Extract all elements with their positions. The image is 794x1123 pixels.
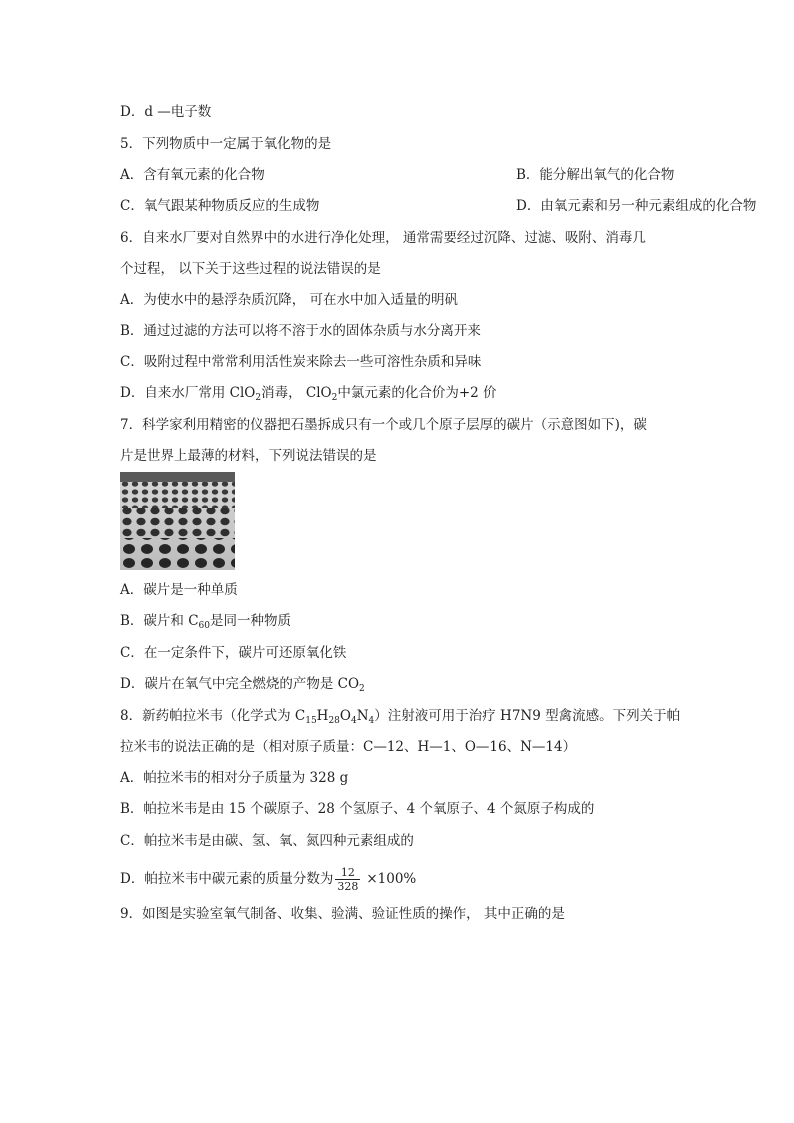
question-8-option-c: C．帕拉米韦是由碳、氢、氧、氮四种元素组成的 xyxy=(120,833,414,849)
question-4-option-d: D．d —电子数 xyxy=(120,104,212,120)
text: 是同一种物质 xyxy=(210,613,291,629)
text: 中氯元素的化合价为+2 价 xyxy=(337,385,497,401)
text: B．碳片和 C xyxy=(120,613,199,629)
text: D．自来水厂常用 ClO xyxy=(120,385,256,401)
subscript: 4 xyxy=(368,716,375,726)
fraction xyxy=(335,866,360,893)
question-5-option-d: D．由氧元素和另一种元素组成的化合物 xyxy=(516,198,757,214)
text: O xyxy=(339,708,351,724)
subscript: 60 xyxy=(198,621,210,631)
text: 消毒， ClO xyxy=(261,385,332,401)
question-6-stem-line2: 个过程， 以下关于这些过程的说法错误的是 xyxy=(120,261,381,277)
question-9-stem: 9．如图是实验室氧气制备、收集、验满、验证性质的操作， 其中正确的是 xyxy=(120,906,565,922)
text: ×100% xyxy=(366,871,417,887)
question-7-option-d xyxy=(120,675,365,693)
subscript: 15 xyxy=(305,716,317,726)
question-6-option-a: A．为使水中的悬浮杂质沉降， 可在水中加入适量的明矾 xyxy=(120,292,459,308)
question-7-stem-line2: 片是世界上最薄的材料，下列说法错误的是 xyxy=(120,448,377,464)
text: N xyxy=(356,708,369,724)
question-5-options-row1 xyxy=(120,166,675,184)
question-6-option-b: B．通过过滤的方法可以将不溶于水的固体杂质与水分离开来 xyxy=(120,323,481,339)
question-8-stem-line2: 拉米韦的说法正确的是（相对原子质量：C—12、H—1、O—16、N—14） xyxy=(120,739,577,755)
question-5-option-c: C．氧气跟某种物质反应的生成物 xyxy=(120,198,320,214)
question-5-option-a: A．含有氧元素的化合物 xyxy=(120,167,265,183)
question-6-stem-line1: 6．自来水厂要对自然界中的水进行净化处理， 通常需要经过沉降、过滤、吸附、消毒几 xyxy=(120,230,646,246)
question-7-stem-line1: 7．科学家利用精密的仪器把石墨拆成只有一个或几个原子层厚的碳片（示意图如下)，碳 xyxy=(120,417,647,433)
text: ）注射液可用于治疗 H7N9 型禽流感。下列关于帕 xyxy=(374,708,681,724)
fraction-numerator: 12 xyxy=(335,866,360,880)
question-8-stem-line1 xyxy=(120,707,680,725)
subscript: 2 xyxy=(255,393,262,403)
subscript: 2 xyxy=(359,684,365,694)
question-6-option-c: C．吸附过程中常常利用活性炭来除去一些可溶性杂质和异味 xyxy=(120,354,482,370)
question-6-option-d xyxy=(120,384,497,402)
text: D．帕拉米韦中碳元素的质量分数为 xyxy=(120,871,334,887)
question-7-option-b xyxy=(120,612,291,630)
text: 8．新药帕拉米韦（化学式为 C xyxy=(120,708,306,724)
question-7-option-a: A．碳片是一种单质 xyxy=(120,582,238,598)
question-7-option-c: C．在一定条件下，碳片可还原氧化铁 xyxy=(120,645,347,661)
question-5-stem: 5．下列物质中一定属于氧化物的是 xyxy=(120,136,332,152)
text: H xyxy=(316,708,329,724)
subscript: 28 xyxy=(328,716,340,726)
fraction-denominator: 328 xyxy=(337,880,359,893)
text: D．碳片在氧气中完全燃烧的产物是 CO xyxy=(120,676,360,692)
question-8-option-d xyxy=(120,862,416,896)
question-5-options-row2 xyxy=(120,197,757,215)
graphene-image xyxy=(120,472,235,570)
subscript: 4 xyxy=(350,716,357,726)
question-5-option-b: B．能分解出氧气的化合物 xyxy=(516,167,675,183)
subscript: 2 xyxy=(331,393,338,403)
question-8-option-a: A．帕拉米韦的相对分子质量为 328 g xyxy=(120,770,349,786)
question-8-option-b: B．帕拉米韦是由 15 个碳原子、28 个氢原子、4 个氧原子、4 个氮原子构成的 xyxy=(120,801,595,817)
